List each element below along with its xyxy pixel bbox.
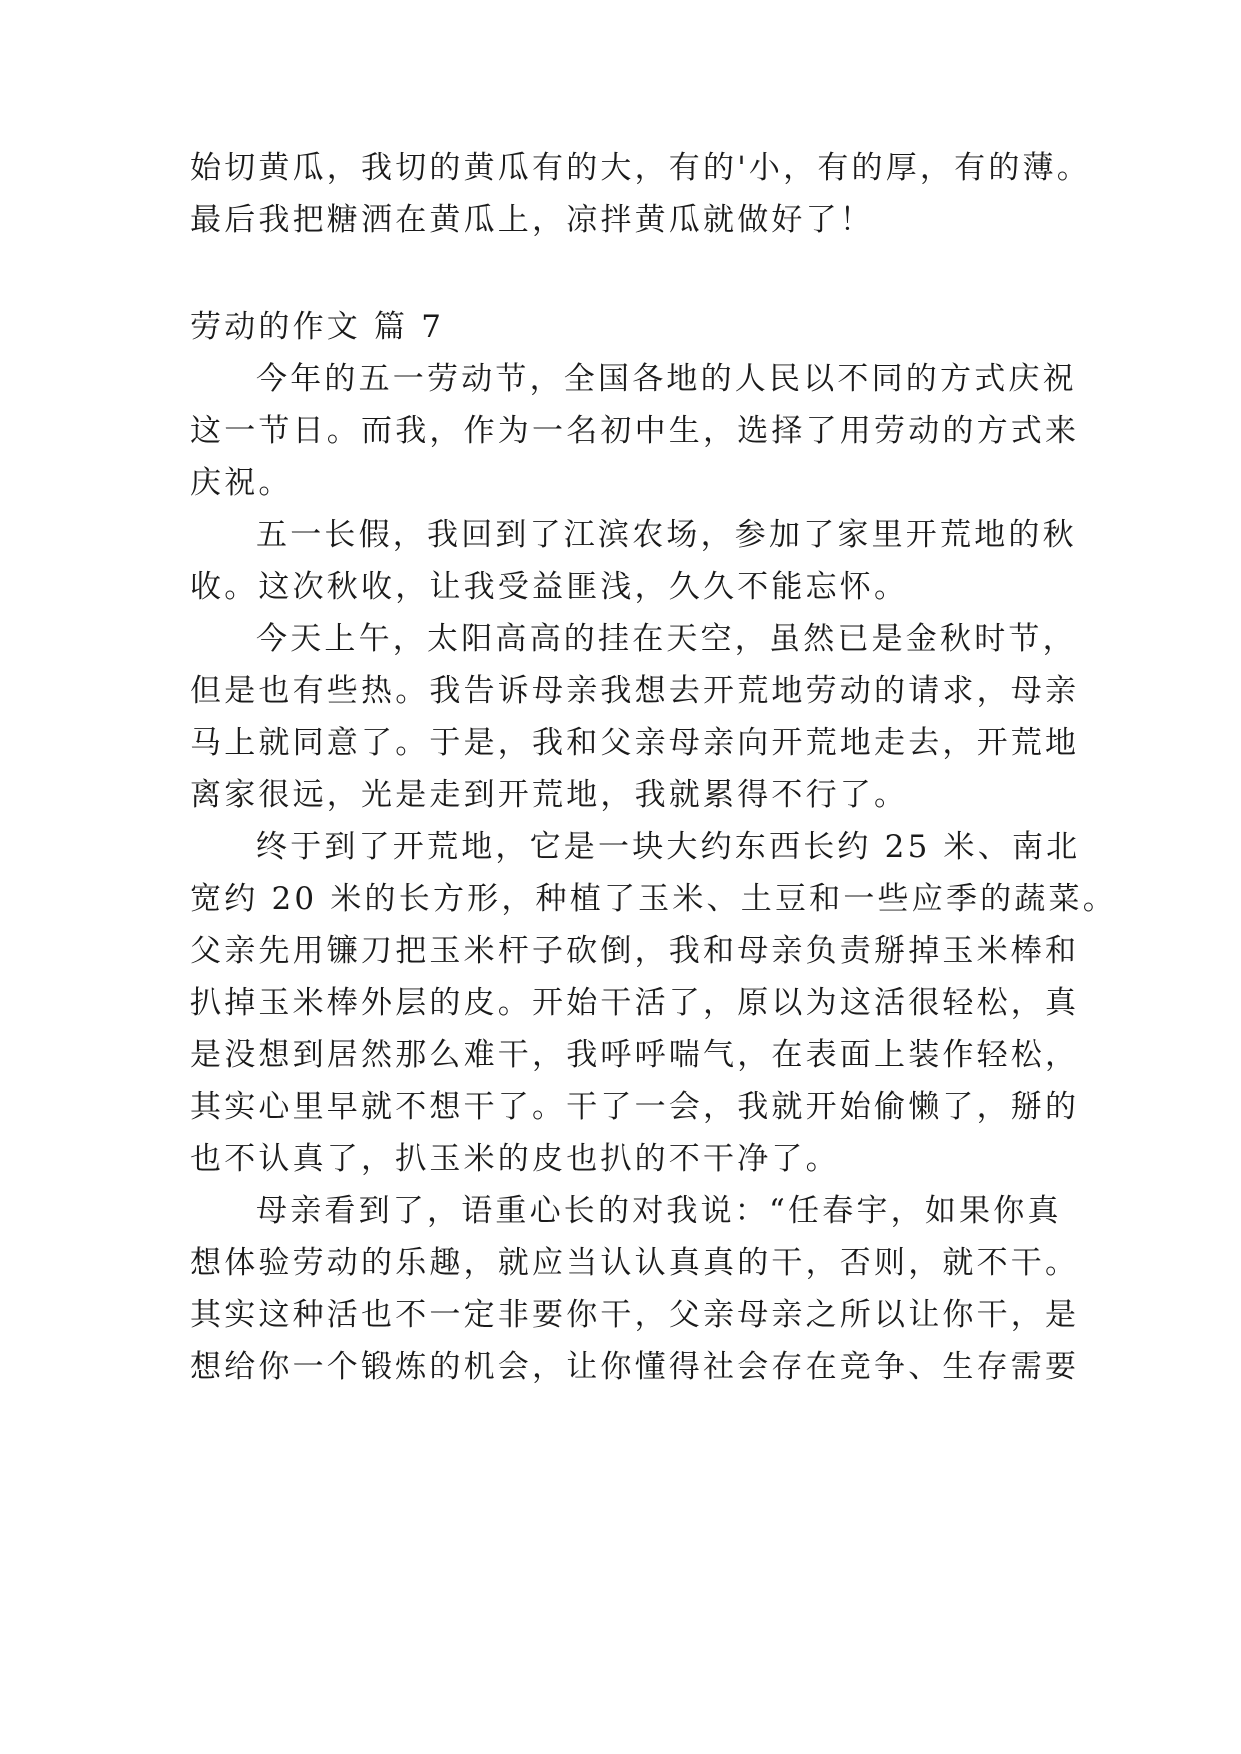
text-line: 最后我把糖洒在黄瓜上，凉拌黄瓜就做好了！ [190,202,874,238]
text-line: 始切黄瓜，我切的黄瓜有的大，有的'小，有的厚，有的薄。 [190,150,1091,186]
text-line: 其实这种活也不一定非要你干，父亲母亲之所以让你干，是 [190,1297,1080,1333]
text-line: 马上就同意了。于是，我和父亲母亲向开荒地走去，开荒地 [190,725,1080,761]
text-line: 想给你一个锻炼的机会，让你懂得社会存在竞争、生存需要 [190,1349,1080,1385]
text-line: 今天上午，太阳高高的挂在天空，虽然已是金秋时节， [256,621,1077,657]
text-line: 父亲先用镰刀把玉米杆子砍倒，我和母亲负责掰掉玉米棒和 [190,933,1080,969]
text-line: 离家很远，光是走到开荒地，我就累得不行了。 [190,777,909,813]
text-line: 其实心里早就不想干了。干了一会，我就开始偷懒了，掰的 [190,1089,1080,1125]
text-line: 今年的五一劳动节，全国各地的人民以不同的方式庆祝 [256,361,1077,397]
text-line: 也不认真了，扒玉米的皮也扒的不干净了。 [190,1141,840,1177]
text-line: 想体验劳动的乐趣，就应当认认真真的干，否则，就不干。 [190,1245,1080,1281]
text-line: 庆祝。 [190,465,293,501]
text-line: 宽约 20 米的长方形，种植了玉米、土豆和一些应季的蔬菜。 [190,881,1117,917]
text-line: 收。这次秋收，让我受益匪浅，久久不能忘怀。 [190,569,909,605]
document-page [190,0,1117,1754]
text-line: 这一节日。而我，作为一名初中生，选择了用劳动的方式来 [190,413,1080,449]
text-line: 是没想到居然那么难干，我呼呼喘气，在表面上装作轻松， [190,1037,1080,1073]
text-line: 五一长假，我回到了江滨农场，参加了家里开荒地的秋 [256,517,1077,553]
text-line: 但是也有些热。我告诉母亲我想去开荒地劳动的请求，母亲 [190,673,1080,709]
section-title: 劳动的作文 篇 7 [190,309,445,345]
text-line: 母亲看到了，语重心长的对我说：“任春宇，如果你真 [256,1193,1062,1229]
text-line: 终于到了开荒地，它是一块大约东西长约 25 米、南北 [256,829,1081,865]
text-line: 扒掉玉米棒外层的皮。开始干活了，原以为这活很轻松，真 [190,985,1080,1021]
